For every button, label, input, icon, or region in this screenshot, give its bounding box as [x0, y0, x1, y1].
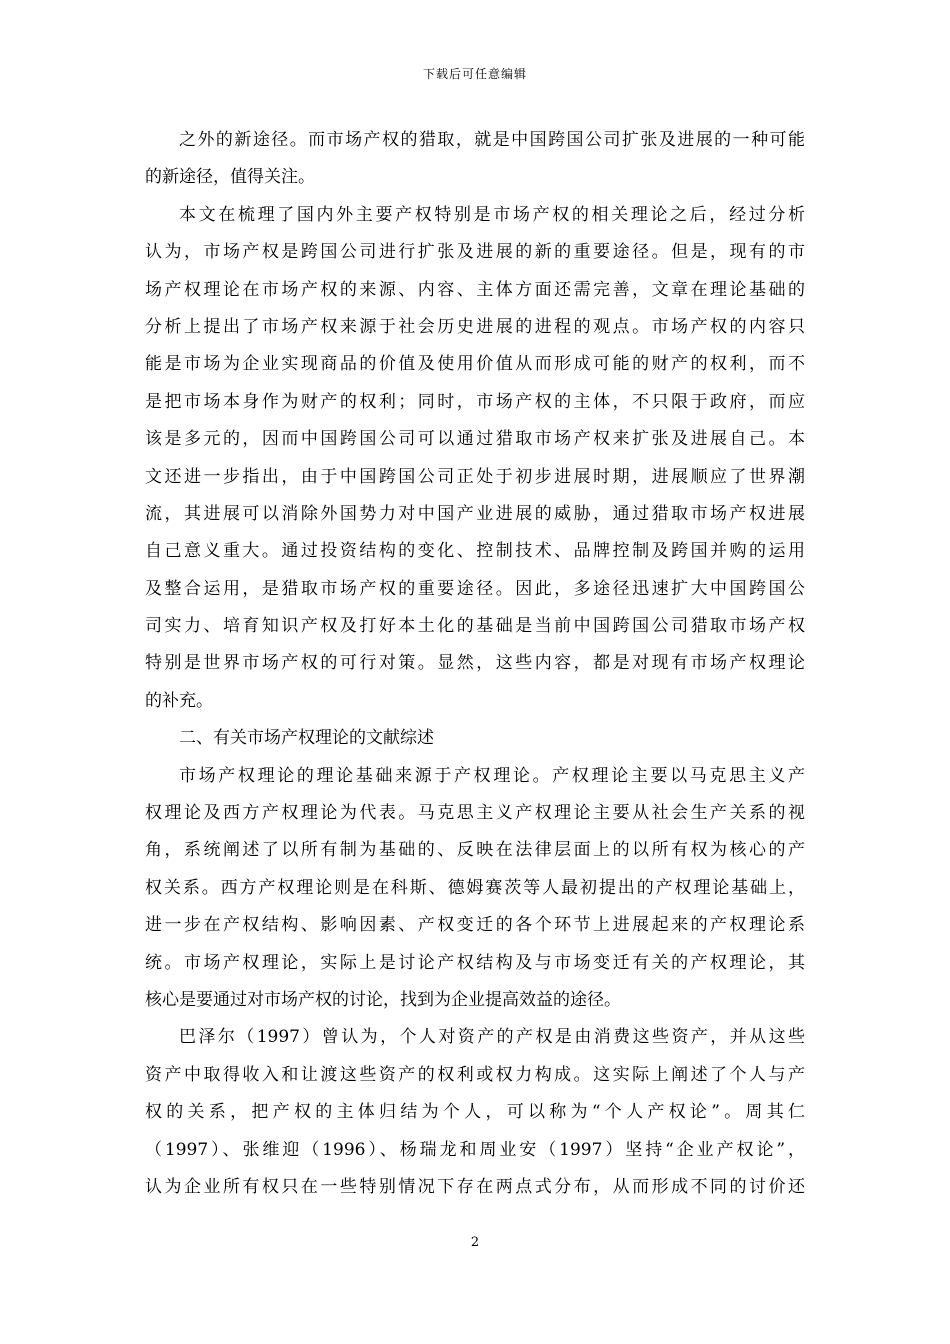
paragraph-article-summary-line: 特别是世界市场产权的可行对策。显然，这些内容，都是对现有市场产权理论 [145, 653, 805, 674]
paragraph-literature-line: 巴泽尔（1997）曾认为，个人对资产的产权是由消费这些资产，并从这些 [179, 1027, 805, 1048]
paragraph-article-summary-line: 的补充。 [145, 690, 213, 711]
paragraph-theory-basis-line: 权理论及西方产权理论为代表。马克思主义产权理论主要从社会生产关系的视 [145, 803, 805, 824]
page-header: 下载后可任意编辑 [422, 67, 527, 81]
paragraph-article-summary-line: 场产权理论在市场产权的来源、内容、主体方面还需完善，文章在理论基础的 [145, 279, 805, 300]
page-number: 2 [470, 1235, 480, 1250]
paragraph-article-summary-line: 认为，市场产权是跨国公司进行扩张及进展的新的重要途径。但是，现有的市 [145, 242, 805, 263]
paragraph-theory-basis-line: 统。市场产权理论，实际上是讨论产权结构及与市场变迁有关的产权理论，其 [145, 952, 805, 973]
paragraph-theory-basis-line: 市场产权理论的理论基础来源于产权理论。产权理论主要以马克思主义产 [179, 765, 805, 786]
paragraph-article-summary-line: 及整合运用，是猎取市场产权的重要途径。因此，多途径迅速扩大中国跨国公 [145, 578, 805, 599]
paragraph-article-summary-line: 该是多元的，因而中国跨国公司可以通过猎取市场产权来扩张及进展自己。本 [145, 429, 805, 450]
paragraph-article-summary-line: 自己意义重大。通过投资结构的变化、控制技术、品牌控制及跨国并购的运用 [145, 541, 805, 562]
paragraph-article-summary-line: 司实力、培育知识产权及打好本土化的基础是当前中国跨国公司猎取市场产权 [145, 616, 805, 637]
document-body [145, 122, 805, 1206]
paragraph-literature-line: （1997）、张维迎（1996）、杨瑞龙和周业安（1997）坚持“企业产权论”， [145, 1139, 805, 1160]
paragraph-theory-basis-line: 进一步在产权结构、影响因素、产权变迁的各个环节上进展起来的产权理论系 [145, 915, 805, 936]
paragraph-article-summary-line: 是把市场本身作为财产的权利；同时，市场产权的主体，不只限于政府，而应 [145, 391, 805, 412]
paragraph-article-summary-line: 能是市场为企业实现商品的价值及使用价值从而形成可能的财产的权利，而不 [145, 354, 805, 375]
paragraph-article-summary-line: 本文在梳理了国内外主要产权特别是市场产权的相关理论之后，经过分析 [179, 204, 805, 225]
paragraph-theory-basis-line: 权关系。西方产权理论则是在科斯、德姆赛茨等人最初提出的产权理论基础上， [145, 877, 805, 898]
paragraph-theory-basis-line: 核心是要通过对市场产权的讨论，找到为企业提高效益的途径。 [145, 989, 621, 1010]
paragraph-literature-line: 权的关系，把产权的主体归结为个人，可以称为“个人产权论”。周其仁 [145, 1102, 805, 1123]
paragraph-article-summary-line: 文还进一步指出，由于中国跨国公司正处于初步进展时期，进展顺应了世界潮 [145, 466, 805, 487]
section-heading-line: 二、有关市场产权理论的文献综述 [179, 728, 434, 749]
paragraph-literature-line: 认为企业所有权只在一些特别情况下存在两点式分布，从而形成不同的讨价还 [145, 1176, 805, 1197]
paragraph-article-summary-line: 分析上提出了市场产权来源于社会历史进展的进程的观点。市场产权的内容只 [145, 316, 805, 337]
paragraph-literature-line: 资产中取得收入和让渡这些资产的权利或权力构成。这实际上阐述了个人与产 [145, 1064, 805, 1085]
paragraph-intro-continued-line: 的新途径，值得关注。 [145, 167, 315, 188]
paragraph-intro-continued-line: 之外的新途径。而市场产权的猎取，就是中国跨国公司扩张及进展的一种可能 [179, 130, 805, 150]
paragraph-theory-basis-line: 角，系统阐述了以所有制为基础的、反映在法律层面上的以所有权为核心的产 [145, 840, 805, 861]
paragraph-article-summary-line: 流，其进展可以消除外国势力对中国产业进展的威胁，通过猎取市场产权进展 [145, 503, 805, 524]
